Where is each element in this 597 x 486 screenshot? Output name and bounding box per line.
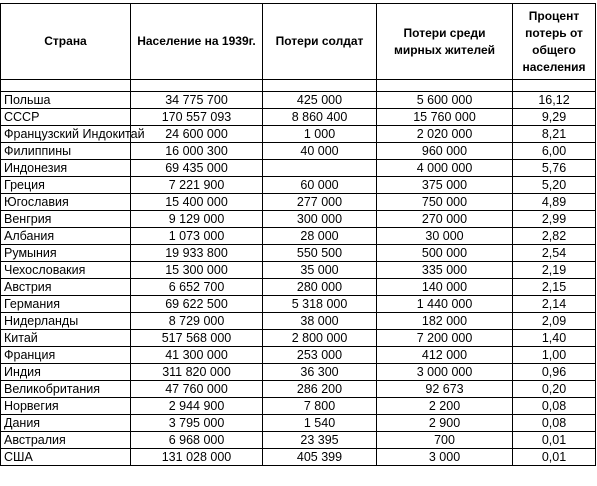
cell-soldier-losses: 2 800 000 bbox=[263, 330, 377, 347]
cell-country: СССР bbox=[1, 109, 131, 126]
cell-civilian-losses: 3 000 bbox=[377, 449, 513, 466]
cell-soldier-losses: 23 395 bbox=[263, 432, 377, 449]
cell-civilian-losses: 960 000 bbox=[377, 143, 513, 160]
table-row bbox=[1, 313, 596, 330]
table-row bbox=[1, 160, 596, 177]
cell-civilian-losses: 182 000 bbox=[377, 313, 513, 330]
cell-soldier-losses: 425 000 bbox=[263, 92, 377, 109]
cell-population: 1 073 000 bbox=[131, 228, 263, 245]
cell-country: Австрия bbox=[1, 279, 131, 296]
table-row bbox=[1, 126, 596, 143]
cell-civilian-losses: 500 000 bbox=[377, 245, 513, 262]
cell-percent: 0,08 bbox=[513, 415, 596, 432]
cell-soldier-losses: 60 000 bbox=[263, 177, 377, 194]
cell-percent: 2,15 bbox=[513, 279, 596, 296]
cell-population: 6 968 000 bbox=[131, 432, 263, 449]
cell-soldier-losses: 36 300 bbox=[263, 364, 377, 381]
cell-civilian-losses: 335 000 bbox=[377, 262, 513, 279]
cell-soldier-losses: 38 000 bbox=[263, 313, 377, 330]
cell-soldier-losses: 28 000 bbox=[263, 228, 377, 245]
cell-country: Великобритания bbox=[1, 381, 131, 398]
cell-percent: 6,00 bbox=[513, 143, 596, 160]
table-row bbox=[1, 92, 596, 109]
cell-country: Венгрия bbox=[1, 211, 131, 228]
cell-civilian-losses: 3 000 000 bbox=[377, 364, 513, 381]
cell-soldier-losses: 1 540 bbox=[263, 415, 377, 432]
cell-percent: 8,21 bbox=[513, 126, 596, 143]
table-row bbox=[1, 347, 596, 364]
table-row bbox=[1, 109, 596, 126]
cell-population: 34 775 700 bbox=[131, 92, 263, 109]
cell-population: 9 129 000 bbox=[131, 211, 263, 228]
cell-soldier-losses: 277 000 bbox=[263, 194, 377, 211]
cell-civilian-losses: 7 200 000 bbox=[377, 330, 513, 347]
table-body bbox=[1, 80, 596, 466]
table-row bbox=[1, 449, 596, 466]
cell-population: 15 400 000 bbox=[131, 194, 263, 211]
table-row bbox=[1, 262, 596, 279]
cell-soldier-losses: 40 000 bbox=[263, 143, 377, 160]
cell-civilian-losses: 750 000 bbox=[377, 194, 513, 211]
cell-country: Франция bbox=[1, 347, 131, 364]
spacer-cell bbox=[131, 80, 263, 92]
table-row bbox=[1, 398, 596, 415]
spacer-cell bbox=[377, 80, 513, 92]
cell-civilian-losses: 700 bbox=[377, 432, 513, 449]
table-header bbox=[1, 4, 596, 80]
cell-percent: 5,76 bbox=[513, 160, 596, 177]
cell-country: Норвегия bbox=[1, 398, 131, 415]
header-row bbox=[1, 4, 596, 80]
table-row bbox=[1, 364, 596, 381]
cell-soldier-losses: 286 200 bbox=[263, 381, 377, 398]
cell-soldier-losses: 253 000 bbox=[263, 347, 377, 364]
cell-percent: 16,12 bbox=[513, 92, 596, 109]
cell-population: 131 028 000 bbox=[131, 449, 263, 466]
cell-percent: 2,54 bbox=[513, 245, 596, 262]
cell-percent: 0,01 bbox=[513, 432, 596, 449]
cell-soldier-losses: 8 860 400 bbox=[263, 109, 377, 126]
cell-civilian-losses: 2 200 bbox=[377, 398, 513, 415]
cell-population: 517 568 000 bbox=[131, 330, 263, 347]
cell-percent: 2,99 bbox=[513, 211, 596, 228]
spacer-cell bbox=[513, 80, 596, 92]
header-country: Страна bbox=[1, 4, 131, 80]
cell-country: Филиппины bbox=[1, 143, 131, 160]
cell-population: 3 795 000 bbox=[131, 415, 263, 432]
table-row bbox=[1, 381, 596, 398]
cell-soldier-losses: 405 399 bbox=[263, 449, 377, 466]
cell-percent: 2,19 bbox=[513, 262, 596, 279]
cell-percent: 1,00 bbox=[513, 347, 596, 364]
cell-soldier-losses: 5 318 000 bbox=[263, 296, 377, 313]
cell-civilian-losses: 2 900 bbox=[377, 415, 513, 432]
cell-country: Югославия bbox=[1, 194, 131, 211]
cell-country: Австралия bbox=[1, 432, 131, 449]
cell-soldier-losses: 7 800 bbox=[263, 398, 377, 415]
cell-percent: 0,01 bbox=[513, 449, 596, 466]
cell-population: 6 652 700 bbox=[131, 279, 263, 296]
cell-country: Польша bbox=[1, 92, 131, 109]
table-row bbox=[1, 279, 596, 296]
cell-country: Нидерланды bbox=[1, 313, 131, 330]
cell-civilian-losses: 2 020 000 bbox=[377, 126, 513, 143]
cell-civilian-losses: 4 000 000 bbox=[377, 160, 513, 177]
cell-country: Албания bbox=[1, 228, 131, 245]
table-row bbox=[1, 211, 596, 228]
cell-civilian-losses: 30 000 bbox=[377, 228, 513, 245]
cell-population: 16 000 300 bbox=[131, 143, 263, 160]
spacer-row bbox=[1, 80, 596, 92]
cell-soldier-losses: 300 000 bbox=[263, 211, 377, 228]
cell-population: 69 435 000 bbox=[131, 160, 263, 177]
cell-country: Германия bbox=[1, 296, 131, 313]
cell-percent: 2,09 bbox=[513, 313, 596, 330]
cell-soldier-losses: 550 500 bbox=[263, 245, 377, 262]
table-row bbox=[1, 143, 596, 160]
cell-country: Румыния bbox=[1, 245, 131, 262]
cell-civilian-losses: 375 000 bbox=[377, 177, 513, 194]
cell-soldier-losses: 35 000 bbox=[263, 262, 377, 279]
header-percent: Процент потерь от общего населения bbox=[513, 4, 596, 80]
cell-percent: 9,29 bbox=[513, 109, 596, 126]
cell-population: 15 300 000 bbox=[131, 262, 263, 279]
header-population: Население на 1939г. bbox=[131, 4, 263, 80]
cell-soldier-losses bbox=[263, 160, 377, 177]
cell-civilian-losses: 1 440 000 bbox=[377, 296, 513, 313]
losses-table bbox=[0, 3, 596, 466]
table-row bbox=[1, 177, 596, 194]
table-row bbox=[1, 245, 596, 262]
cell-percent: 4,89 bbox=[513, 194, 596, 211]
cell-country: Дания bbox=[1, 415, 131, 432]
spacer-cell bbox=[263, 80, 377, 92]
cell-country: Индия bbox=[1, 364, 131, 381]
cell-country: Индонезия bbox=[1, 160, 131, 177]
table-row bbox=[1, 330, 596, 347]
cell-civilian-losses: 140 000 bbox=[377, 279, 513, 296]
spacer-cell bbox=[1, 80, 131, 92]
cell-country: Французский Индокитай bbox=[1, 126, 131, 143]
table-row bbox=[1, 296, 596, 313]
cell-soldier-losses: 1 000 bbox=[263, 126, 377, 143]
header-soldier-losses: Потери солдат bbox=[263, 4, 377, 80]
cell-population: 7 221 900 bbox=[131, 177, 263, 194]
cell-population: 24 600 000 bbox=[131, 126, 263, 143]
cell-percent: 0,08 bbox=[513, 398, 596, 415]
cell-percent: 0,20 bbox=[513, 381, 596, 398]
cell-population: 2 944 900 bbox=[131, 398, 263, 415]
table-row bbox=[1, 228, 596, 245]
cell-percent: 2,82 bbox=[513, 228, 596, 245]
cell-population: 311 820 000 bbox=[131, 364, 263, 381]
table-row bbox=[1, 194, 596, 211]
cell-civilian-losses: 412 000 bbox=[377, 347, 513, 364]
cell-percent: 1,40 bbox=[513, 330, 596, 347]
cell-civilian-losses: 5 600 000 bbox=[377, 92, 513, 109]
cell-country: Чехословакия bbox=[1, 262, 131, 279]
cell-percent: 5,20 bbox=[513, 177, 596, 194]
cell-population: 19 933 800 bbox=[131, 245, 263, 262]
cell-population: 8 729 000 bbox=[131, 313, 263, 330]
cell-population: 47 760 000 bbox=[131, 381, 263, 398]
cell-country: США bbox=[1, 449, 131, 466]
cell-country: Греция bbox=[1, 177, 131, 194]
cell-civilian-losses: 15 760 000 bbox=[377, 109, 513, 126]
cell-country: Китай bbox=[1, 330, 131, 347]
cell-population: 69 622 500 bbox=[131, 296, 263, 313]
losses-table-container bbox=[0, 3, 595, 466]
cell-soldier-losses: 280 000 bbox=[263, 279, 377, 296]
cell-percent: 2,14 bbox=[513, 296, 596, 313]
cell-population: 170 557 093 bbox=[131, 109, 263, 126]
table-row bbox=[1, 415, 596, 432]
table-row bbox=[1, 432, 596, 449]
cell-population: 41 300 000 bbox=[131, 347, 263, 364]
cell-civilian-losses: 270 000 bbox=[377, 211, 513, 228]
cell-percent: 0,96 bbox=[513, 364, 596, 381]
header-civilian-losses: Потери среди мирных жителей bbox=[377, 4, 513, 80]
cell-civilian-losses: 92 673 bbox=[377, 381, 513, 398]
